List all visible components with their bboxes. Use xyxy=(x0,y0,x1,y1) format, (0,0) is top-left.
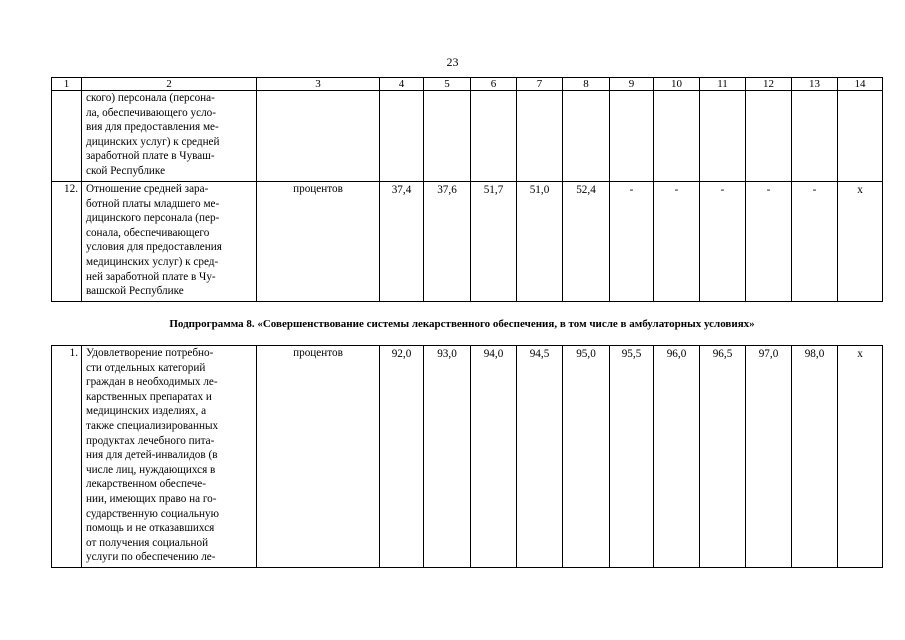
desc-line: граждан в необходимых ле- xyxy=(86,376,218,389)
indicators-table-top xyxy=(51,77,883,302)
desc-line: Удовлетворение потребно- xyxy=(86,347,214,359)
desc-line: медицинских изделиях, а xyxy=(86,405,207,418)
desc-line: заработной плате в Чуваш- xyxy=(86,150,215,163)
col-header: 14 xyxy=(838,78,883,91)
value-cell: 95,5 xyxy=(610,346,654,568)
col-header: 6 xyxy=(471,78,517,91)
desc-line: вашской Республике xyxy=(86,285,184,298)
desc-line: услуги по обеспечению ле- xyxy=(86,551,216,564)
indicator-description xyxy=(82,91,257,182)
desc-line: также специализированных xyxy=(86,419,219,432)
value-cell xyxy=(700,91,746,182)
table-row-12 xyxy=(52,182,883,302)
row-number: 12. xyxy=(52,182,82,302)
value-cell xyxy=(610,91,654,182)
col-header: 12 xyxy=(746,78,792,91)
col-header: 9 xyxy=(610,78,654,91)
row-number: 1. xyxy=(52,346,82,568)
desc-line: ния для детей-инвалидов (в xyxy=(86,449,218,462)
col-header: 4 xyxy=(380,78,424,91)
value-cell: 96,0 xyxy=(654,346,700,568)
value-cell: x xyxy=(838,346,883,568)
desc-line: ла, обеспечивающего усло- xyxy=(86,106,216,119)
col-header: 2 xyxy=(82,78,257,91)
col-header: 3 xyxy=(257,78,380,91)
value-cell: 51,7 xyxy=(471,182,517,302)
desc-line: помощь и не отказавшихся xyxy=(86,522,215,535)
value-cell: 92,0 xyxy=(380,346,424,568)
value-cell: - xyxy=(700,182,746,302)
desc-line: числе лиц, нуждающихся в xyxy=(86,463,216,476)
col-header: 5 xyxy=(424,78,471,91)
desc-line: дицинского персонала (пер- xyxy=(86,212,220,225)
value-cell: 51,0 xyxy=(517,182,563,302)
value-cell: 37,4 xyxy=(380,182,424,302)
value-cell xyxy=(471,91,517,182)
value-cell: - xyxy=(610,182,654,302)
desc-line: медицинских услуг) к сред- xyxy=(86,255,219,268)
desc-line: продуктах лечебного пита- xyxy=(86,434,215,447)
desc-line: ботной платы младшего ме- xyxy=(86,197,220,210)
value-cell: - xyxy=(746,182,792,302)
desc-line: дицинских услуг) к средней xyxy=(86,135,220,148)
value-cell: 97,0 xyxy=(746,346,792,568)
subprogram-title: Подпрограмма 8. «Совершенствование системы лекарственного обеспечения, в том числе в амбулаторных условиях» xyxy=(169,318,755,330)
col-header: 13 xyxy=(792,78,838,91)
desc-line: от получения социальной xyxy=(86,536,209,549)
value-cell xyxy=(838,91,883,182)
value-cell xyxy=(746,91,792,182)
value-cell: - xyxy=(654,182,700,302)
continued-row xyxy=(52,91,883,182)
value-cell: - xyxy=(792,182,838,302)
table-row-1 xyxy=(52,346,883,568)
value-cell: 98,0 xyxy=(792,346,838,568)
desc-line: Отношение средней зара- xyxy=(86,183,209,195)
col-header: 1 xyxy=(52,78,82,91)
desc-line: условия для предоставления xyxy=(86,241,222,254)
col-header: 11 xyxy=(700,78,746,91)
unit-cell: процентов xyxy=(257,182,380,302)
desc-line: сонала, обеспечивающего xyxy=(86,226,210,239)
value-cell xyxy=(563,91,610,182)
desc-line: сударственную социальную xyxy=(86,507,219,520)
desc-line: нии, имеющих право на го- xyxy=(86,492,217,505)
value-cell: 93,0 xyxy=(424,346,471,568)
desc-line: ней заработной плате в Чу- xyxy=(86,270,216,283)
value-cell xyxy=(654,91,700,182)
value-cell: 37,6 xyxy=(424,182,471,302)
value-cell xyxy=(792,91,838,182)
column-number-header-row xyxy=(52,78,883,91)
indicator-description xyxy=(82,346,257,568)
value-cell: 94,0 xyxy=(471,346,517,568)
unit-cell xyxy=(257,91,380,182)
desc-line: лекарственном обеспече- xyxy=(86,478,206,491)
value-cell: 95,0 xyxy=(563,346,610,568)
desc-line: карственных препаратах и xyxy=(86,390,212,403)
indicators-table-bottom xyxy=(51,345,883,568)
value-cell: 52,4 xyxy=(563,182,610,302)
value-cell xyxy=(380,91,424,182)
col-header: 7 xyxy=(517,78,563,91)
desc-line: ской Республике xyxy=(86,164,166,177)
desc-line: вия для предоставления ме- xyxy=(86,121,219,134)
row-number-cell xyxy=(52,91,82,182)
desc-line: ского) персонала (персона- xyxy=(86,92,215,104)
indicator-description xyxy=(82,182,257,302)
col-header: 8 xyxy=(563,78,610,91)
desc-line: сти отдельных категорий xyxy=(86,361,206,374)
value-cell xyxy=(517,91,563,182)
value-cell xyxy=(424,91,471,182)
col-header: 10 xyxy=(654,78,700,91)
value-cell: 94,5 xyxy=(517,346,563,568)
value-cell: 96,5 xyxy=(700,346,746,568)
page-number: 23 xyxy=(446,55,459,69)
value-cell: x xyxy=(838,182,883,302)
unit-cell: процентов xyxy=(257,346,380,568)
